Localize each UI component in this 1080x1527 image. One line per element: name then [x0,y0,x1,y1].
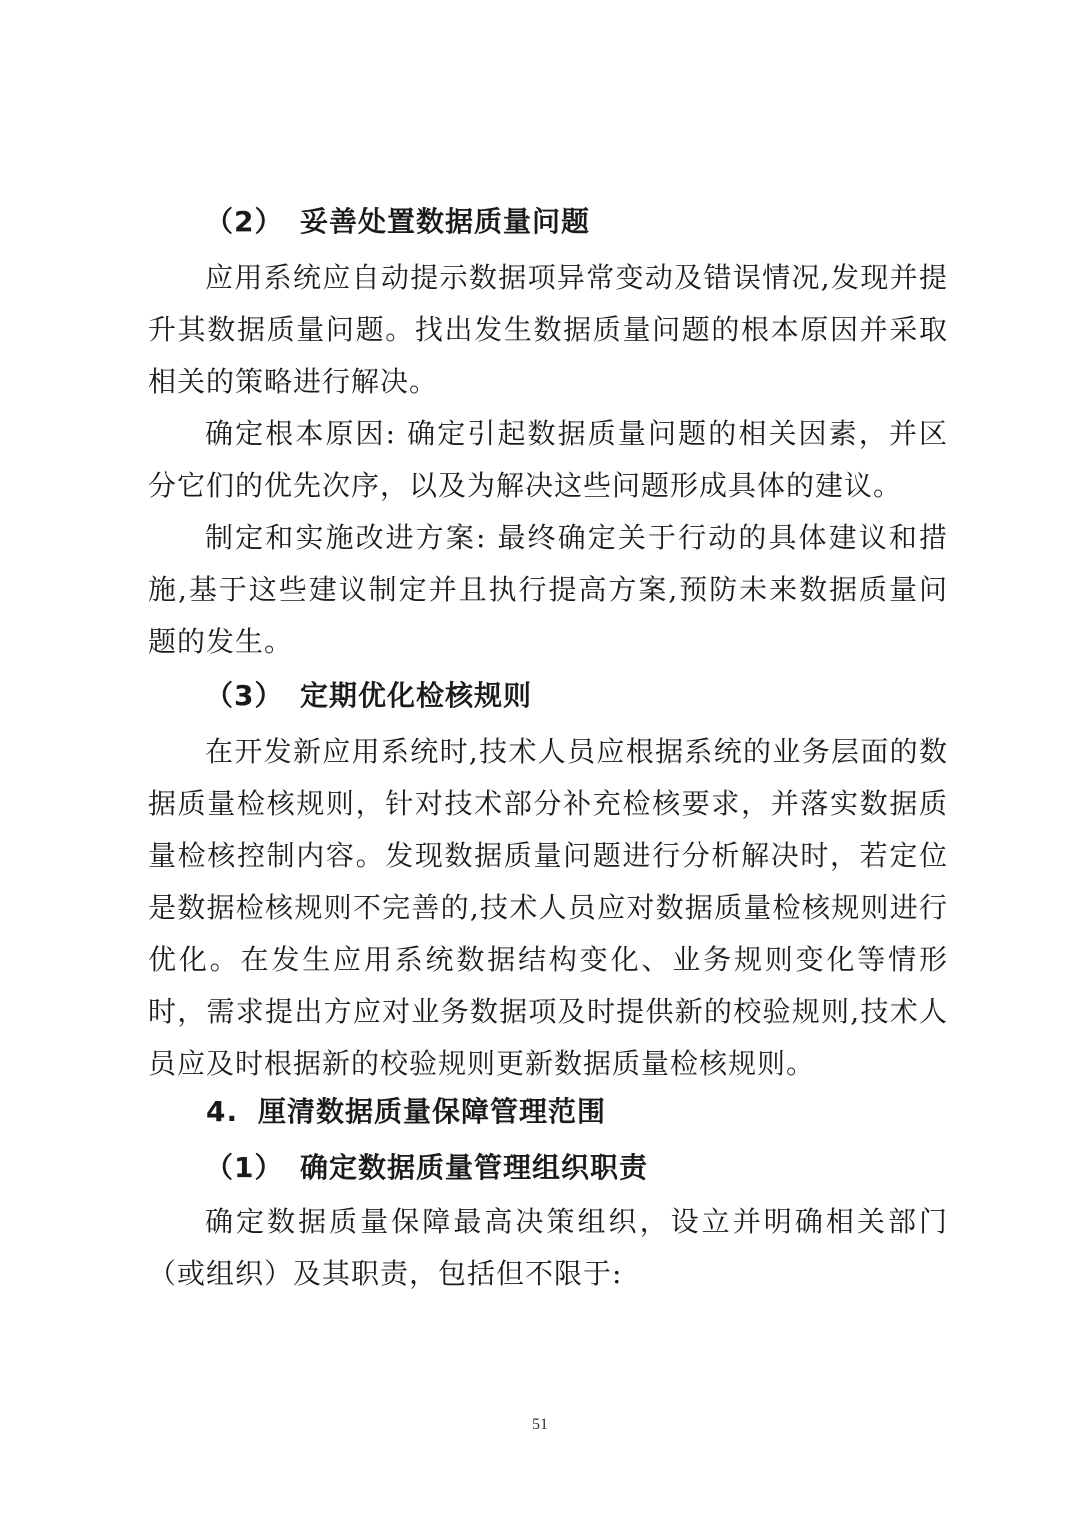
paragraph-improvement-plan: 制定和实施改进方案: 最终确定关于行动的具体建议和措施,基于这些建议制定并且执行提高方案,预防未来数据质量问题的发生。 [148,521,948,658]
heading-title: 定期优化检核规则 [300,679,533,712]
section-heading-2 [148,196,948,248]
section-heading-4 [148,1086,948,1138]
heading-number: （1） [205,1151,284,1184]
paragraph-root-cause: 确定根本原因: 确定引起数据质量问题的相关因素，并区分它们的优先次序，以及为解决这些问题形成具体的建议。 [148,417,948,502]
page-number: 51 [532,1416,548,1433]
paragraph-organization: 确定数据质量保障最高决策组织，设立并明确相关部门（或组织）及其职责，包括但不限于: [148,1205,948,1290]
heading-title: 妥善处置数据质量问题 [300,205,591,238]
heading-title: 确定数据质量管理组织职责 [300,1151,649,1184]
paragraph-check-rules: 在开发新应用系统时,技术人员应根据系统的业务层面的数据质量检核规则，针对技术部分补充检核要求，并落实数据质量检核控制内容。发现数据质量问题进行分析解决时，若定位是数据检核规则不完善的,技术人员应对数据质量检核规则进行优化。在发生应用系统数据结构变化、业务规则变化等情形时，需求提出方应对业务数据项及时提供新的校验规则,技术人员应及时根据新的校验规则更新数据质量检核规则。 [148,735,948,1080]
section-heading-3 [148,670,948,722]
heading-number: （3） [205,679,284,712]
heading-number: 4. [206,1095,239,1128]
section-heading-1 [148,1142,948,1194]
heading-title: 厘清数据质量保障管理范围 [258,1095,607,1128]
paragraph-auto-alert: 应用系统应自动提示数据项异常变动及错误情况,发现并提升其数据质量问题。找出发生数据质量问题的根本原因并采取相关的策略进行解决。 [148,261,948,398]
heading-number: （2） [205,205,284,238]
